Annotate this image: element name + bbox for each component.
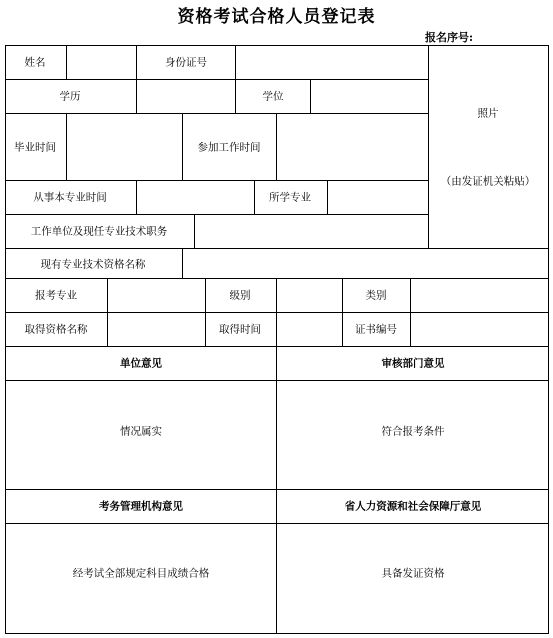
col-divider bbox=[254, 180, 255, 215]
exam-major-label: 报考专业 bbox=[35, 289, 77, 302]
exam-major-field[interactable] bbox=[108, 279, 204, 312]
unit-opinion-title: 单位意见 bbox=[120, 357, 162, 370]
obtained-qualification-field[interactable] bbox=[108, 313, 204, 346]
name-label: 姓名 bbox=[24, 56, 46, 69]
certificate-no-field[interactable] bbox=[411, 313, 548, 346]
exam-admin-text: 经考试全部规定科目成绩合格 bbox=[72, 567, 210, 580]
row-divider bbox=[5, 380, 549, 381]
col-divider bbox=[136, 45, 137, 80]
review-dept-title: 审核部门意见 bbox=[381, 357, 445, 370]
row-divider bbox=[5, 523, 549, 524]
col-divider bbox=[182, 113, 183, 181]
current-major-time-field[interactable] bbox=[137, 181, 253, 214]
review-dept-text: 符合报考条件 bbox=[381, 425, 445, 438]
employer-title-field[interactable] bbox=[195, 215, 427, 248]
name-field[interactable] bbox=[67, 46, 135, 79]
education-label: 学历 bbox=[59, 90, 81, 103]
col-divider bbox=[428, 45, 429, 249]
current-qualification-field[interactable] bbox=[183, 249, 548, 278]
row-divider bbox=[5, 489, 549, 490]
col-divider bbox=[235, 79, 236, 114]
degree-label: 学位 bbox=[262, 90, 284, 103]
current-qualification-label: 现有专业技术资格名称 bbox=[40, 258, 146, 271]
id-number-label: 身份证号 bbox=[165, 56, 207, 69]
col-divider bbox=[342, 278, 343, 347]
col-divider bbox=[205, 278, 206, 347]
work-start-time-field[interactable] bbox=[277, 114, 427, 180]
current-major-time-label: 从事本专业时间 bbox=[33, 191, 107, 204]
work-start-time-label: 参加工作时间 bbox=[197, 141, 261, 154]
obtained-qualification-label: 取得资格名称 bbox=[24, 323, 88, 336]
employer-title-label: 工作单位及现任专业技术职务 bbox=[30, 225, 168, 238]
category-field[interactable] bbox=[411, 279, 548, 312]
studied-major-field[interactable] bbox=[328, 181, 427, 214]
serial-number-label: 报名序号: bbox=[425, 31, 474, 44]
studied-major-label: 所学专业 bbox=[269, 191, 311, 204]
photo-label: 照片 bbox=[477, 107, 499, 120]
obtained-time-label: 取得时间 bbox=[219, 323, 261, 336]
certificate-no-label: 证书编号 bbox=[355, 323, 397, 336]
row-divider bbox=[5, 346, 549, 347]
graduation-time-field[interactable] bbox=[67, 114, 181, 180]
degree-field[interactable] bbox=[311, 80, 427, 113]
id-number-field[interactable] bbox=[236, 46, 427, 79]
page-title: 资格考试合格人员登记表 bbox=[177, 7, 376, 27]
hr-dept-text: 具备发证资格 bbox=[381, 567, 445, 580]
education-field[interactable] bbox=[137, 80, 234, 113]
level-field[interactable] bbox=[277, 279, 341, 312]
photo-note: （由发证机关粘贴） bbox=[440, 175, 536, 188]
level-label: 级别 bbox=[229, 289, 251, 302]
category-label: 类别 bbox=[365, 289, 387, 302]
unit-opinion-text: 情况属实 bbox=[120, 425, 162, 438]
obtained-time-field[interactable] bbox=[277, 313, 341, 346]
exam-admin-title: 考务管理机构意见 bbox=[99, 500, 183, 513]
graduation-time-label: 毕业时间 bbox=[14, 141, 56, 154]
col-divider bbox=[276, 346, 277, 634]
hr-dept-title: 省人力资源和社会保障厅意见 bbox=[344, 500, 482, 513]
